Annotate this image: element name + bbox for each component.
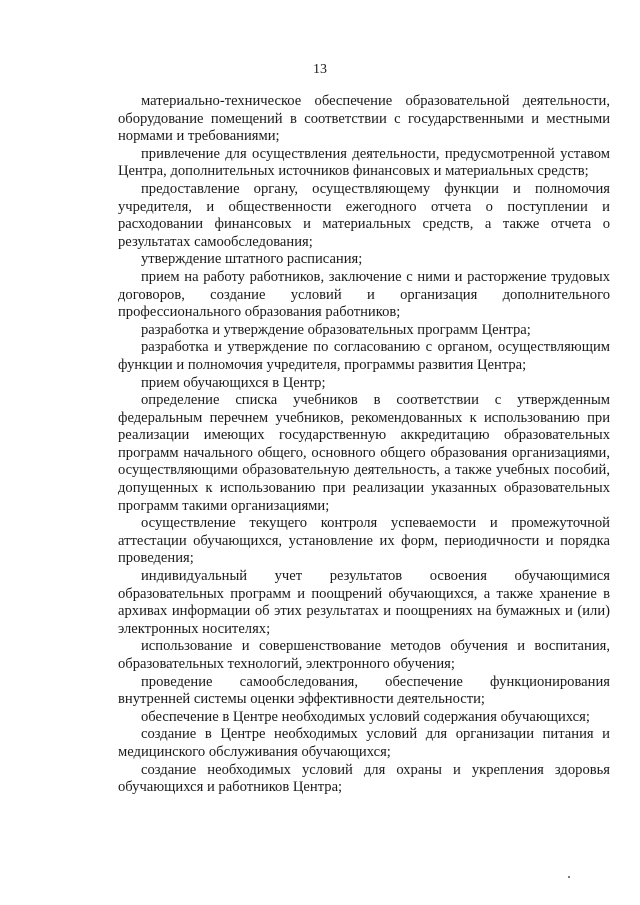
paragraph-nutrition-medical: создание в Центре необходимых условий для организации питания и медицинского обслуживания обучающихся; (118, 726, 610, 760)
body-text (118, 93, 610, 797)
paragraph-teaching-methods: использование и совершенствование методов обучения и воспитания, образовательных технологий, электронного обучения; (118, 638, 610, 672)
paragraph-admission: прием обучающихся в Центр; (141, 374, 326, 391)
paragraph-educational-programs: разработка и утверждение образовательных программ Центра; (141, 321, 531, 338)
paragraph-hiring: прием на работу работников, заключение с ними и расторжение трудовых договоров, создание условий и организация дополнительного профессионального образования работников; (118, 268, 610, 321)
paragraph-material-support: материально-техническое обеспечение образовательной деятельности, оборудование помещений в соответствии с государственными и местными нормами и требованиями; (118, 93, 610, 145)
paragraph-health-protection: создание необходимых условий для охраны и укрепления здоровья обучающихся и работников Центра; (118, 761, 610, 796)
paragraph-self-assessment: проведение самообследования, обеспечение функционирования внутренней системы оценки эффективности деятельности; (118, 673, 610, 708)
paragraph-annual-report: предоставление органу, осуществляющему функции и полномочия учредителя, и общественности ежегодного отчета о поступлении и расходовании финансовых и материальных средств, а также отчета о результатах самообследования; (118, 180, 610, 250)
scan-speck (568, 876, 570, 878)
page-number: 13 (313, 62, 327, 77)
paragraph-staffing-schedule: утверждение штатного расписания; (141, 251, 363, 268)
paragraph-results-accounting: индивидуальный учет результатов освоения обучающимися образовательных программ и поощрений обучающихся, а также хранение в архивах информации об этих результатах и поощрениях на бумажных и (или) электронных носителях; (118, 568, 610, 637)
paragraph-development-program: разработка и утверждение по согласованию с органом, осуществляющим функции и полномочия учредителя, программы развития Центра; (118, 339, 610, 373)
paragraph-progress-control: осуществление текущего контроля успеваемости и промежуточной аттестации обучающихся, установление их форм, периодичности и порядка проведения; (118, 515, 610, 567)
paragraph-maintenance-conditions: обеспечение в Центре необходимых условий содержания обучающихся; (141, 708, 590, 725)
paragraph-additional-funding: привлечение для осуществления деятельности, предусмотренной уставом Центра, дополнительных источников финансовых и материальных средств; (118, 145, 610, 180)
paragraph-textbooks: определение списка учебников в соответствии с утвержденным федеральным перечнем учебников, рекомендованных к использованию при реализации имеющих государственную аккредитацию образовательных программ начального общего, основного общего образования организациями, осуществляющими образовательную деятельность, а также учебных пособий, допущенных к использованию при реализации указанных образовательных программ такими организациями; (118, 392, 610, 514)
